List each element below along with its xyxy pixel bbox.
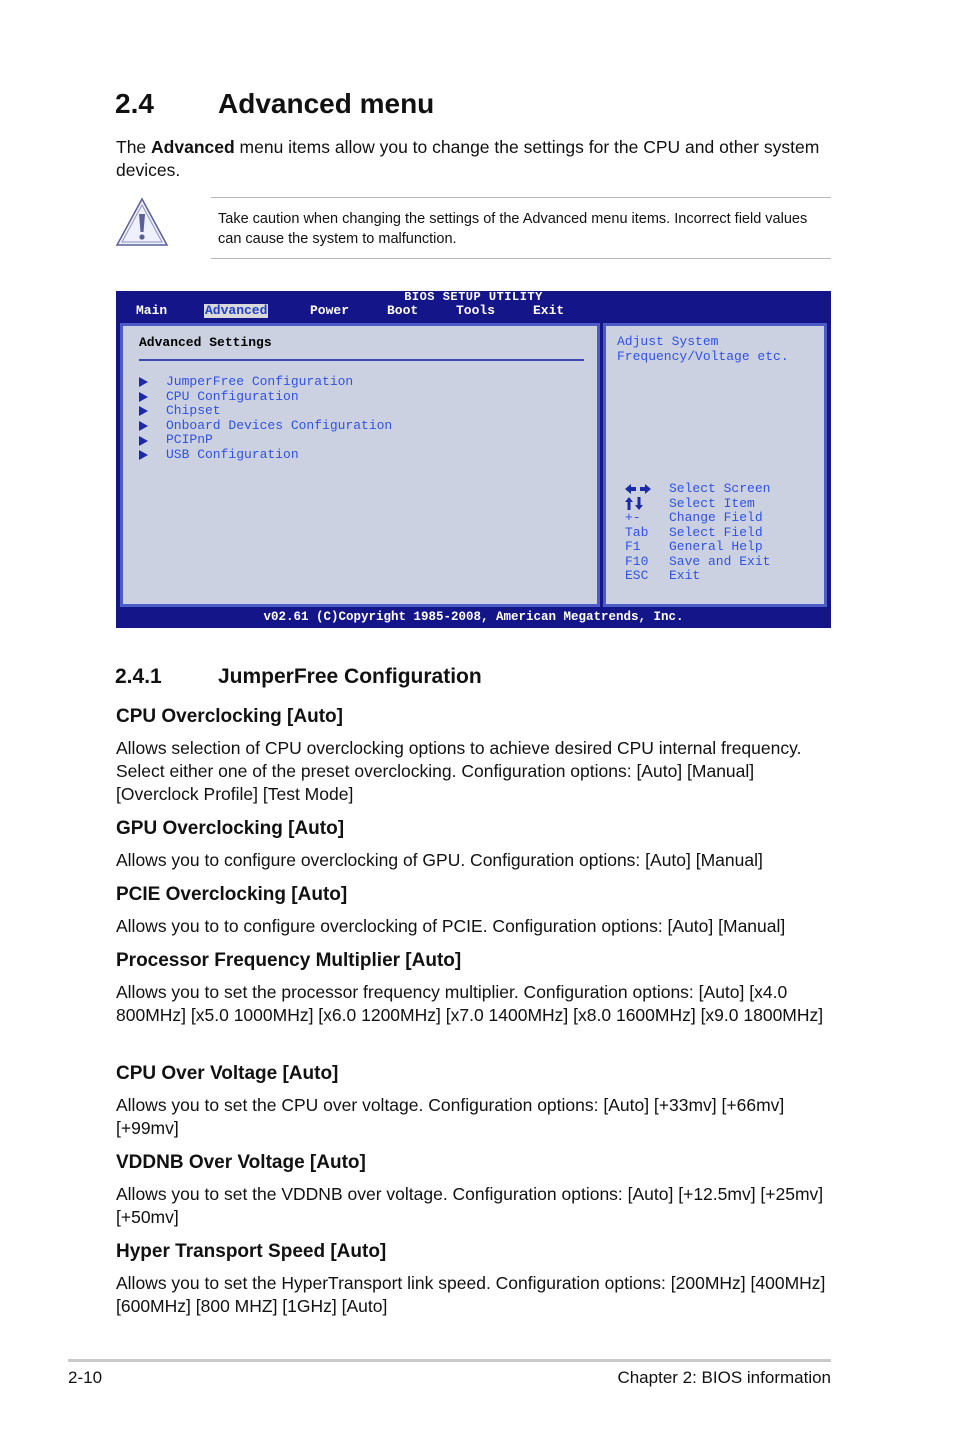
subsection-title	[115, 665, 482, 689]
bios-menu-tools[interactable]: Tools	[456, 303, 496, 318]
intro-bold: Advanced	[151, 137, 235, 157]
triangle-right-icon	[139, 436, 148, 446]
advanced-item-list	[139, 375, 392, 463]
bios-item-chipset[interactable]	[139, 404, 392, 419]
key-name: F10	[625, 553, 649, 569]
setting-description: Allows you to set the CPU over voltage. Configuration options: [Auto] [+33mv] [+66mv] [+99mv]	[116, 1095, 785, 1138]
setting-title: CPU Overclocking [Auto]	[116, 706, 343, 727]
triangle-right-icon	[139, 450, 148, 460]
bios-menu-bar	[116, 304, 831, 319]
triangle-right-icon	[139, 406, 148, 416]
key-row	[625, 511, 770, 526]
page-number: 2-10	[68, 1368, 103, 1387]
bios-title: BIOS SETUP UTILITY	[404, 290, 543, 304]
intro-pre: The	[116, 137, 152, 157]
item-label: USB Configuration	[166, 446, 299, 462]
intro-paragraph	[116, 136, 831, 182]
help-text: Adjust System Frequency/Voltage etc.	[617, 334, 789, 364]
bios-help-panel	[603, 323, 827, 607]
key-legend	[625, 482, 770, 584]
key-name: F1	[625, 539, 641, 554]
bios-menu-boot[interactable]: Boot	[387, 303, 419, 318]
section-title: Advanced menu	[218, 88, 435, 119]
warning-icon	[114, 196, 170, 248]
setting-description: Allows you to to configure overclocking of PCIE. Configuration options: [Auto] [Manual]	[116, 916, 786, 936]
key-name: +-	[625, 510, 641, 525]
footer-divider	[68, 1359, 831, 1362]
setting-title: CPU Over Voltage [Auto]	[116, 1063, 339, 1084]
setting-title: PCIE Overclocking [Auto]	[116, 884, 348, 905]
setting-title: VDDNB Over Voltage [Auto]	[116, 1152, 366, 1173]
item-label: Onboard Devices Configuration	[166, 417, 393, 433]
setting-title: Hyper Transport Speed [Auto]	[116, 1241, 387, 1262]
key-row	[625, 569, 770, 584]
key-row	[625, 482, 770, 497]
item-label: PCIPnP	[166, 432, 213, 448]
setting-description: Allows you to set the HyperTransport link speed. Configuration options: [200MHz] [400MHz] [600MHz] [800 MHZ] [1GHz] [Auto]	[116, 1273, 826, 1316]
advanced-settings-heading: Advanced Settings	[139, 335, 272, 350]
bios-left-panel	[120, 323, 600, 607]
heading-divider	[139, 359, 584, 361]
key-desc: Save and Exit	[669, 553, 771, 569]
bios-item-jumperfree[interactable]	[139, 375, 392, 390]
key-desc: General Help	[669, 539, 763, 554]
bios-menu-exit[interactable]: Exit	[533, 303, 565, 318]
key-desc: Select Screen	[669, 481, 771, 496]
key-desc: Select Item	[669, 495, 755, 511]
subsection-number: 2.4.1	[115, 665, 162, 688]
key-desc: Change Field	[669, 510, 763, 525]
item-label: Chipset	[166, 403, 221, 419]
bios-menu-main[interactable]: Main	[136, 303, 168, 318]
bios-menu-power[interactable]: Power	[310, 303, 350, 318]
triangle-right-icon	[139, 421, 148, 431]
key-row	[625, 497, 770, 512]
up-down-arrows-icon	[625, 497, 669, 512]
bios-menu-advanced[interactable]: Advanced	[205, 303, 268, 318]
intro-post: menu items allow you to change the settings for the CPU and other system devices.	[116, 137, 820, 180]
setting-title: Processor Frequency Multiplier [Auto]	[116, 950, 462, 971]
section-number: 2.4	[115, 88, 154, 119]
setting-description: Allows you to set the processor frequency multiplier. Configuration options: [Auto] [x4.0 800MHz] [x5.0 1000MHz] [x6.0 1200MHz] [x7.0 1400MHz] [x8.0 1600MHz] [x9.0 1800MHz]	[116, 982, 824, 1025]
item-label: JumperFree Configuration	[166, 374, 354, 389]
key-desc: Select Field	[669, 524, 763, 540]
left-right-arrows-icon	[625, 482, 669, 497]
key-name: ESC	[625, 568, 649, 583]
page-title	[115, 88, 434, 120]
key-row	[625, 540, 770, 555]
key-desc: Exit	[669, 568, 701, 583]
caution-text: Take caution when changing the settings of the Advanced menu items. Incorrect field values can cause the system to malfunction.	[218, 211, 808, 247]
setting-title: GPU Overclocking [Auto]	[116, 818, 345, 839]
bios-item-pcipnp[interactable]	[139, 433, 392, 448]
setting-description: Allows selection of CPU overclocking options to achieve desired CPU internal frequency. Select either one of the preset overclocking. Configuration options: [Auto] [Manual] [Overclock Profile] [Test Mode]	[116, 738, 802, 804]
bios-screen	[116, 291, 831, 628]
triangle-right-icon	[139, 392, 148, 402]
key-row	[625, 526, 770, 541]
setting-description: Allows you to configure overclocking of GPU. Configuration options: [Auto] [Manual]	[116, 850, 763, 870]
bios-copyright: v02.61 (C)Copyright 1985-2008, American Megatrends, Inc.	[263, 610, 684, 624]
item-label: CPU Configuration	[166, 388, 299, 404]
bios-item-usb-config[interactable]	[139, 448, 392, 463]
bios-item-cpu-config[interactable]	[139, 390, 392, 405]
setting-description: Allows you to set the VDDNB over voltage. Configuration options: [Auto] [+12.5mv] [+25mv] [+50mv]	[116, 1184, 824, 1227]
key-name: Tab	[625, 524, 649, 540]
caution-box	[211, 197, 831, 259]
subsection-label: JumperFree Configuration	[218, 665, 482, 688]
triangle-right-icon	[139, 377, 148, 387]
chapter-label: Chapter 2: BIOS information	[617, 1368, 831, 1387]
key-row	[625, 555, 770, 570]
bios-item-onboard-devices[interactable]	[139, 419, 392, 434]
